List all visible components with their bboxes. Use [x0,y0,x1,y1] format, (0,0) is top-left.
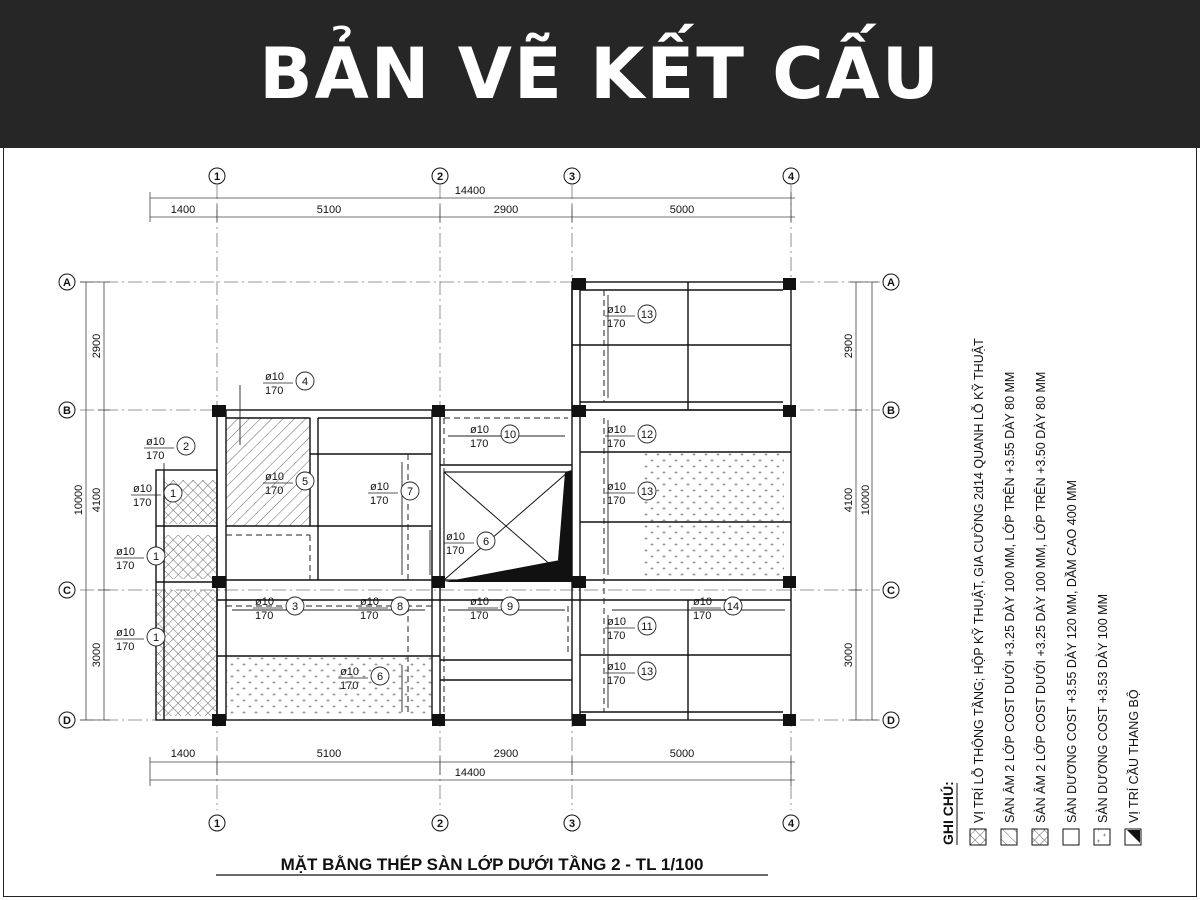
dim-row-2-left: 4100 [91,487,103,513]
rebar-label [605,616,656,642]
rebar-spacing: 170 [255,610,274,622]
rebar-diameter: ø10 [116,546,135,558]
rebar-diameter: ø10 [607,616,626,628]
rebar-spacing: 170 [607,495,626,507]
rebar-spacing: 170 [133,497,152,509]
legend-item [1125,689,1141,845]
rebar-diameter: ø10 [370,481,389,493]
slab-mark-number: 3 [291,601,299,613]
rebar-spacing: 170 [607,318,626,330]
dim-total-left: 10000 [73,484,85,516]
slab-mark-number: 2 [182,441,190,453]
grid-col-4-top: 4 [787,171,795,183]
rebar-label [144,436,195,462]
rebar-label [368,481,419,507]
legend-item-text: VỊ TRÍ LỖ THÔNG TẦNG; HỘP KỸ THUẬT, GIA CƯỜNG 2d14 QUANH LỖ KỸ THUẬT [972,338,986,823]
slab-mark-number: 8 [396,601,404,613]
rebar-label [468,424,519,450]
slab-mark-number: 5 [301,476,309,488]
drawing-title: MẶT BẰNG THÉP SÀN LỚP DƯỚI TẦNG 2 - TL 1/100 [280,855,704,874]
legend-item [1094,594,1110,845]
rebar-diameter: ø10 [265,471,284,483]
rebar-diameter: ø10 [340,666,359,678]
grid-row-c-left: C [63,585,71,597]
rebar-diameter: ø10 [607,481,626,493]
rebar-spacing: 170 [370,495,389,507]
rebar-spacing: 170 [693,610,712,622]
rebar-spacing: 170 [340,680,359,692]
grid-col-3-top: 3 [568,171,576,183]
dim-row-1-right: 2900 [843,333,855,359]
slab-mark-number: 13 [640,486,654,498]
rebar-diameter: ø10 [607,661,626,673]
grid-row-c-right: C [887,585,895,597]
grid-row-b-right: B [887,405,895,417]
legend-item-text: SÀN DƯƠNG COST +3.55 DÀY 120 MM, DẦM CAO 400 MM [1065,480,1079,823]
dim-seg-4-top: 5000 [669,204,695,216]
rebar-spacing: 170 [607,630,626,642]
grid-col-2-top: 2 [436,171,444,183]
slab-mark-number: 7 [406,486,414,498]
rebar-label [605,661,656,687]
rebar-spacing: 170 [265,385,284,397]
slab-mark-number: 4 [301,376,309,388]
rebar-diameter: ø10 [607,424,626,436]
grid-col-3-bottom: 3 [568,818,576,830]
grid-row-b-left: B [63,405,71,417]
rebar-label [263,371,314,397]
legend-title: GHI CHÚ: [940,781,956,845]
legend-item-text: SÀN DƯƠNG COST +3.53 DÀY 100 MM [1096,594,1110,823]
rebar-spacing: 170 [265,485,284,497]
dim-total-bottom: 14400 [454,767,486,779]
slab-mark-number: 1 [169,488,177,500]
legend-item-text: SÀN ÂM 2 LỚP COST DƯỚI +3.25 DÀY 100 MM, LỚP TRÊN +3.50 DÀY 80 MM [1034,371,1048,823]
dim-total-right: 10000 [860,484,872,516]
grid-row-d-right: D [887,715,895,727]
rebar-diameter: ø10 [133,483,152,495]
rebar-label [605,424,656,450]
legend-swatch [970,829,986,845]
dim-row-3-left: 3000 [91,642,103,668]
rebar-spacing: 170 [470,438,489,450]
dim-row-2-right: 4100 [843,487,855,513]
rebar-diameter: ø10 [470,596,489,608]
legend-swatch [1094,829,1110,845]
dim-seg-1-top: 1400 [170,204,196,216]
rebar-spacing: 170 [146,450,165,462]
rebar-diameter: ø10 [146,436,165,448]
legend-item-text: VỊ TRÍ CẦU THANG BỘ [1127,689,1141,823]
legend-item [1063,480,1079,845]
rebar-label [605,304,656,330]
page-title: BẢN VẼ KẾT CẤU [259,33,941,115]
rebar-spacing: 170 [116,641,135,653]
slab-mark-number: 9 [506,601,514,613]
rebar-spacing: 170 [116,560,135,572]
slab-mark-number: 13 [640,309,654,321]
legend-swatch [1032,829,1048,845]
rebar-diameter: ø10 [265,371,284,383]
dim-seg-3-bottom: 2900 [493,748,519,760]
grid-col-1-top: 1 [213,171,221,183]
slab-mark-number: 13 [640,666,654,678]
slab-mark-number: 1 [152,551,160,563]
rebar-spacing: 170 [360,610,379,622]
rebar-diameter: ø10 [693,596,712,608]
slab-mark-number: 11 [641,621,653,633]
dim-seg-2-top: 5100 [316,204,342,216]
slab-mark-number: 10 [503,429,517,441]
legend-item-text: SÀN ÂM 2 LỚP COST DƯỚI +3.25 DÀY 100 MM, LỚP TRÊN +3.55 DÀY 80 MM [1003,371,1017,823]
rebar-diameter: ø10 [360,596,379,608]
rebar-spacing: 170 [470,610,489,622]
slab-mark-number: 14 [726,601,740,613]
legend-swatch [1063,829,1079,845]
dim-seg-1-bottom: 1400 [170,748,196,760]
legend-item [1001,372,1017,845]
grid-row-a-right: A [887,277,895,289]
grid-col-4-bottom: 4 [787,818,795,830]
legend [939,338,1141,845]
rebar-spacing: 170 [607,675,626,687]
legend-item [1032,372,1048,845]
rebar-label [114,546,165,572]
rebar-diameter: ø10 [255,596,274,608]
slab-mark-number: 12 [640,429,654,441]
dim-seg-4-bottom: 5000 [669,748,695,760]
slab-mark-number: 6 [376,671,384,683]
grid-col-2-bottom: 2 [436,818,444,830]
dim-total-top: 14400 [454,185,486,197]
legend-item [970,338,986,845]
slab-mark-number: 1 [152,632,160,644]
dim-seg-2-bottom: 5100 [316,748,342,760]
grid-col-1-bottom: 1 [213,818,221,830]
grid-row-a-left: A [63,277,71,289]
slab-mark-number: 6 [482,536,490,548]
legend-swatch [1001,829,1017,845]
rebar-spacing: 170 [446,545,465,557]
stair-opening [444,470,572,582]
rebar-diameter: ø10 [470,424,489,436]
rebar-diameter: ø10 [446,531,465,543]
rebar-diameter: ø10 [607,304,626,316]
rebar-spacing: 170 [607,438,626,450]
rebar-diameter: ø10 [116,627,135,639]
dim-seg-3-top: 2900 [493,204,519,216]
dim-row-3-right: 3000 [843,642,855,668]
grid-row-d-left: D [63,715,71,727]
dim-row-1-left: 2900 [91,333,103,359]
